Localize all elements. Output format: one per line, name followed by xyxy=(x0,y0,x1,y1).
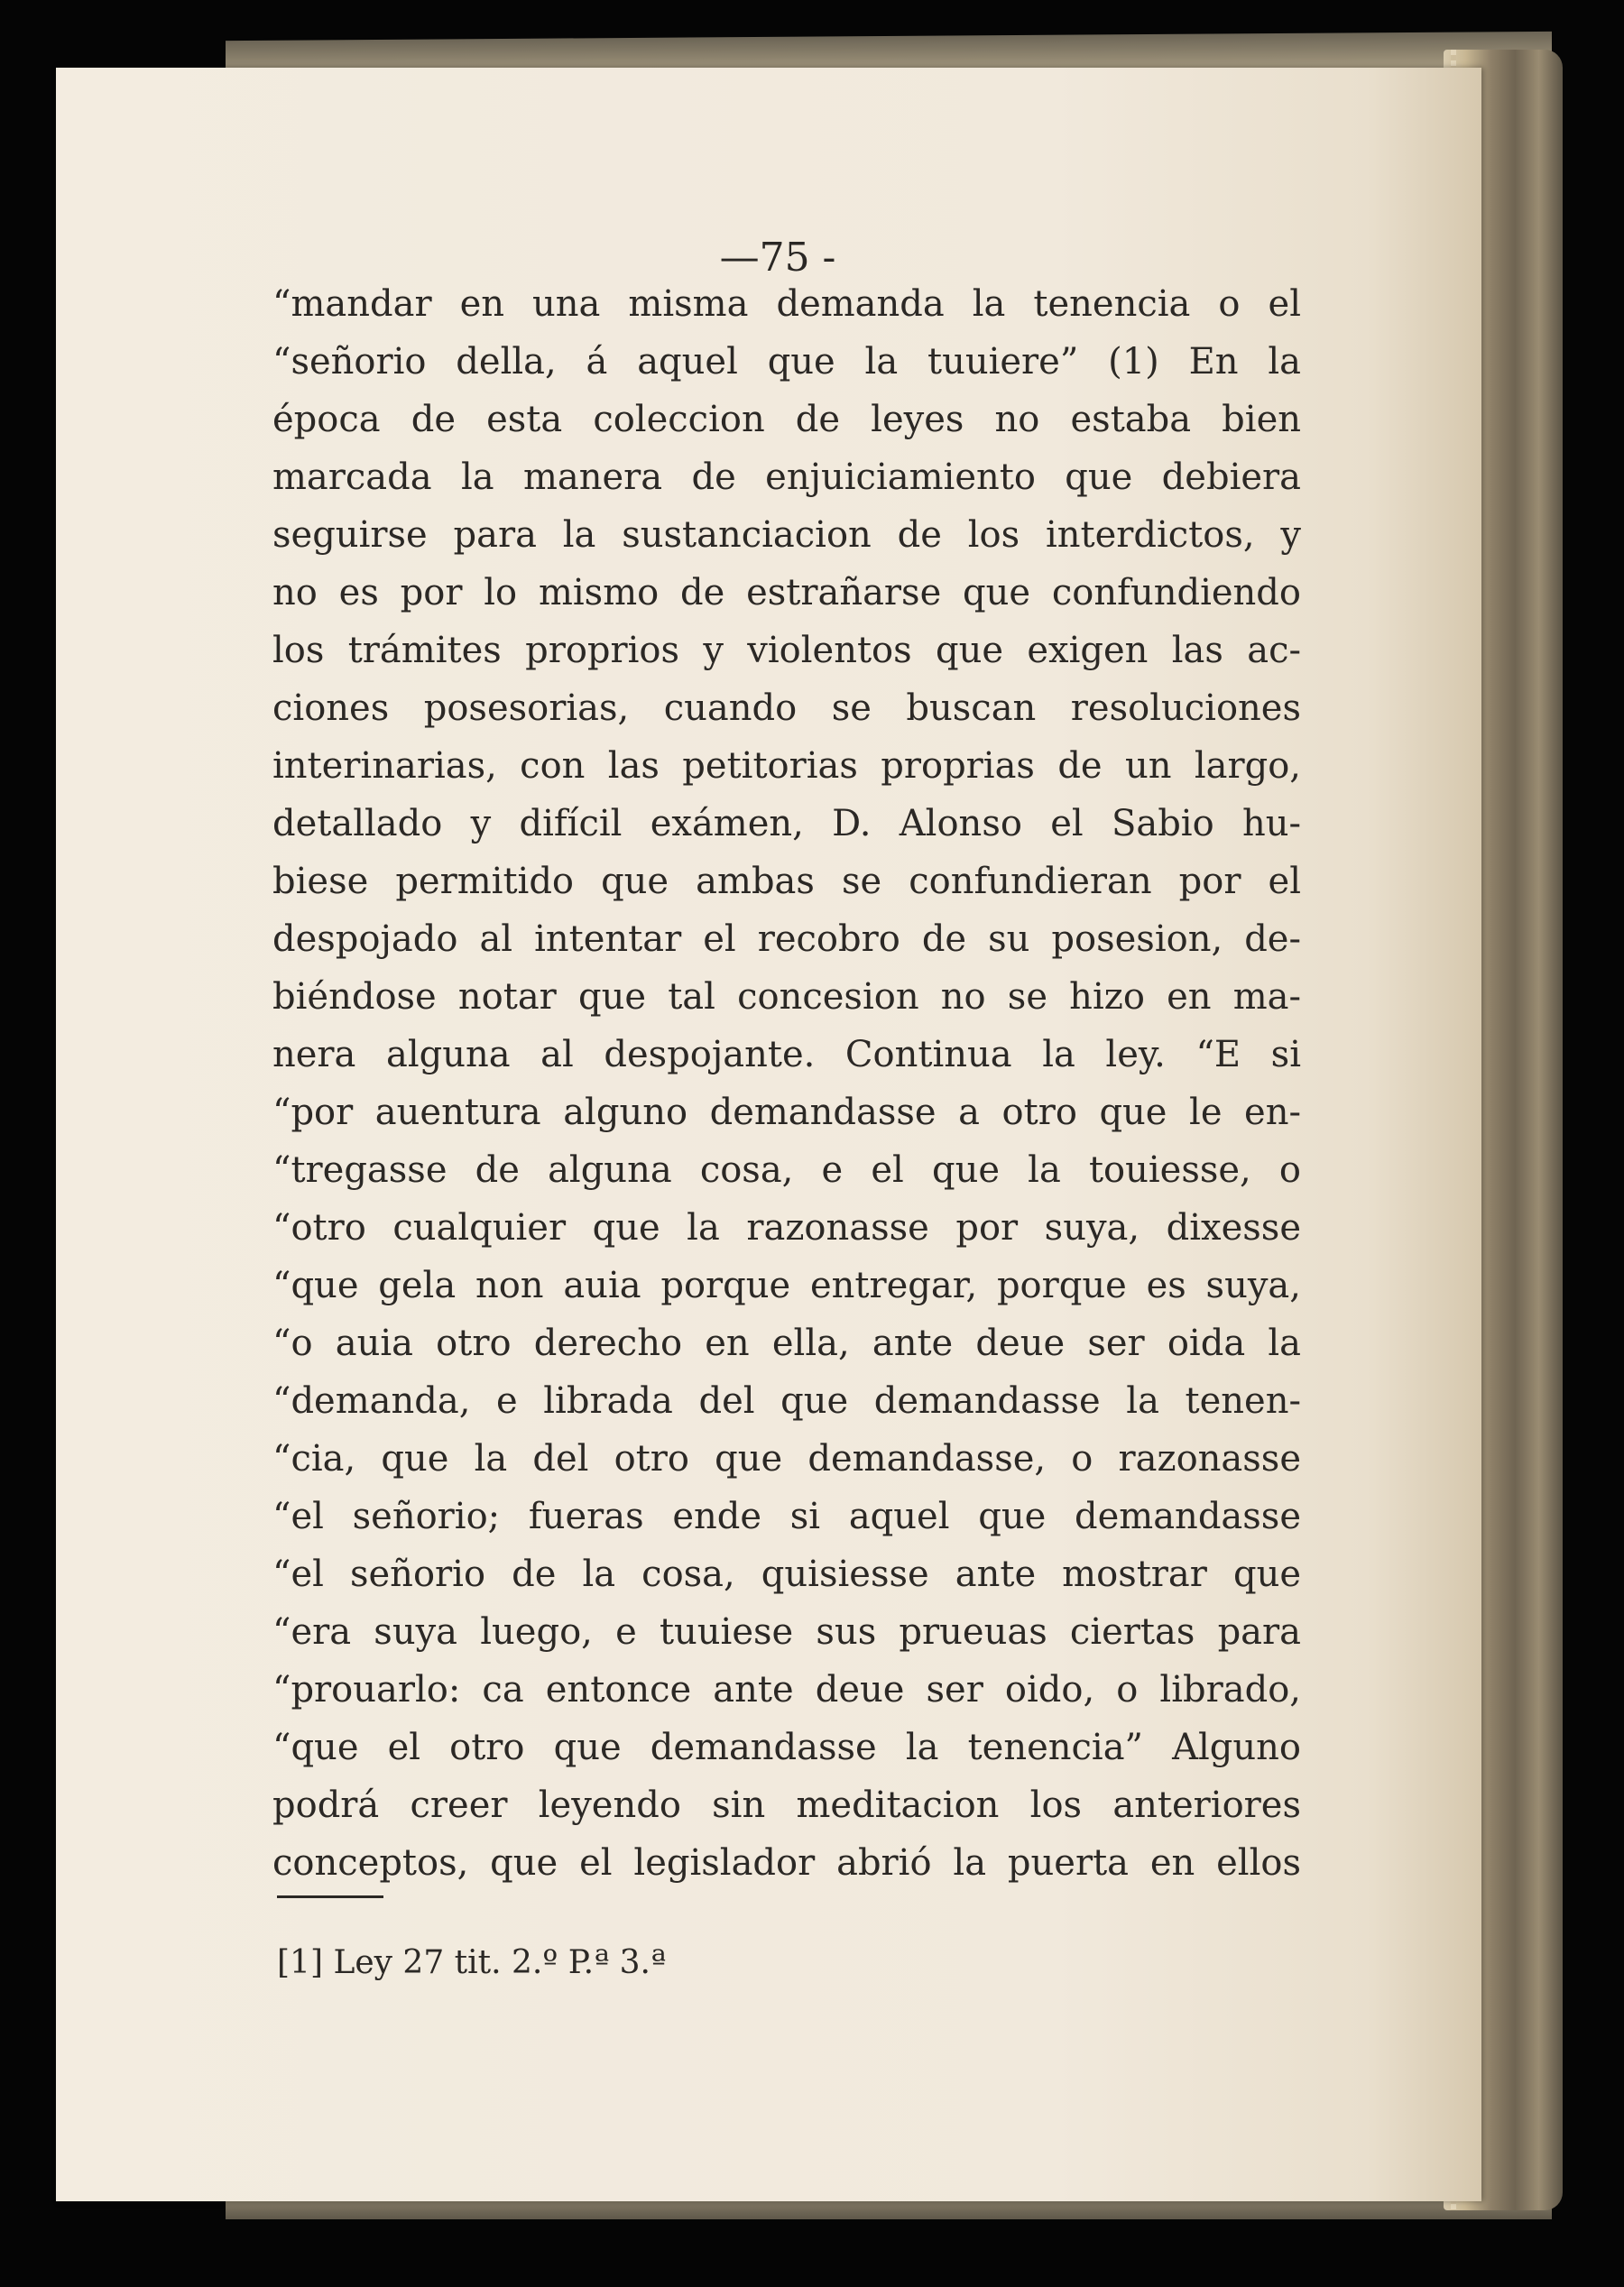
text-line: marcada la manera de enjuiciamiento que debiera xyxy=(272,456,1301,498)
text-line: nera alguna al despojante. Continua la ley. “E si xyxy=(272,1034,1301,1075)
book-page xyxy=(56,68,1481,2201)
text-line: “cia, que la del otro que demandasse, o razonasse xyxy=(272,1438,1301,1480)
text-line: conceptos, que el legislador abrió la puerta en ellos xyxy=(272,1842,1301,1884)
text-line: podrá creer leyendo sin meditacion los anteriores xyxy=(272,1784,1301,1826)
text-line: “era suya luego, e tuuiese sus prueuas ciertas para xyxy=(272,1611,1301,1653)
text-line: “por auentura alguno demandasse a otro que le en- xyxy=(272,1092,1301,1133)
text-line: “que el otro que demandasse la tenencia” Alguno xyxy=(272,1727,1301,1768)
footnote: [1] Ley 27 tit. 2.º P.ª 3.ª xyxy=(277,1944,667,1981)
text-line: seguirse para la sustanciacion de los interdictos, y xyxy=(272,514,1301,556)
text-line: detallado y difícil exámen, D. Alonso el Sabio hu- xyxy=(272,803,1301,844)
text-line: “otro cualquier que la razonasse por suya, dixesse xyxy=(272,1207,1301,1249)
text-line: “el señorio; fueras ende si aquel que demandasse xyxy=(272,1496,1301,1537)
text-line: interinarias, con las petitorias proprias de un largo, xyxy=(272,745,1301,787)
text-line: “demanda, e librada del que demandasse la tenen- xyxy=(272,1380,1301,1422)
text-line: “prouarlo: ca entonce ante deue ser oido, o librado, xyxy=(272,1669,1301,1711)
text-line: despojado al intentar el recobro de su posesion, de- xyxy=(272,918,1301,960)
text-line: “señorio della, á aquel que la tuuiere” (1) En la xyxy=(272,341,1301,383)
text-line: “o auia otro derecho en ella, ante deue ser oida la xyxy=(272,1323,1301,1364)
text-line: los trámites proprios y violentos que exigen las ac- xyxy=(272,630,1301,671)
body-text xyxy=(272,275,1301,1892)
page-number: —75 - xyxy=(719,235,836,281)
text-line: biese permitido que ambas se confundieran por el xyxy=(272,861,1301,902)
text-line: época de esta coleccion de leyes no estaba bien xyxy=(272,399,1301,440)
text-line: no es por lo mismo de estrañarse que confundiendo xyxy=(272,572,1301,613)
text-line: biéndose notar que tal concesion no se hizo en ma- xyxy=(272,976,1301,1018)
text-line: “mandar en una misma demanda la tenencia o el xyxy=(272,283,1301,325)
footnote-rule xyxy=(277,1895,383,1898)
text-line: ciones posesorias, cuando se buscan resoluciones xyxy=(272,687,1301,729)
text-line: “que gela non auia porque entregar, porque es suya, xyxy=(272,1265,1301,1306)
text-line: “tregasse de alguna cosa, e el que la touiesse, o xyxy=(272,1149,1301,1191)
text-line: “el señorio de la cosa, quisiesse ante mostrar que xyxy=(272,1554,1301,1595)
